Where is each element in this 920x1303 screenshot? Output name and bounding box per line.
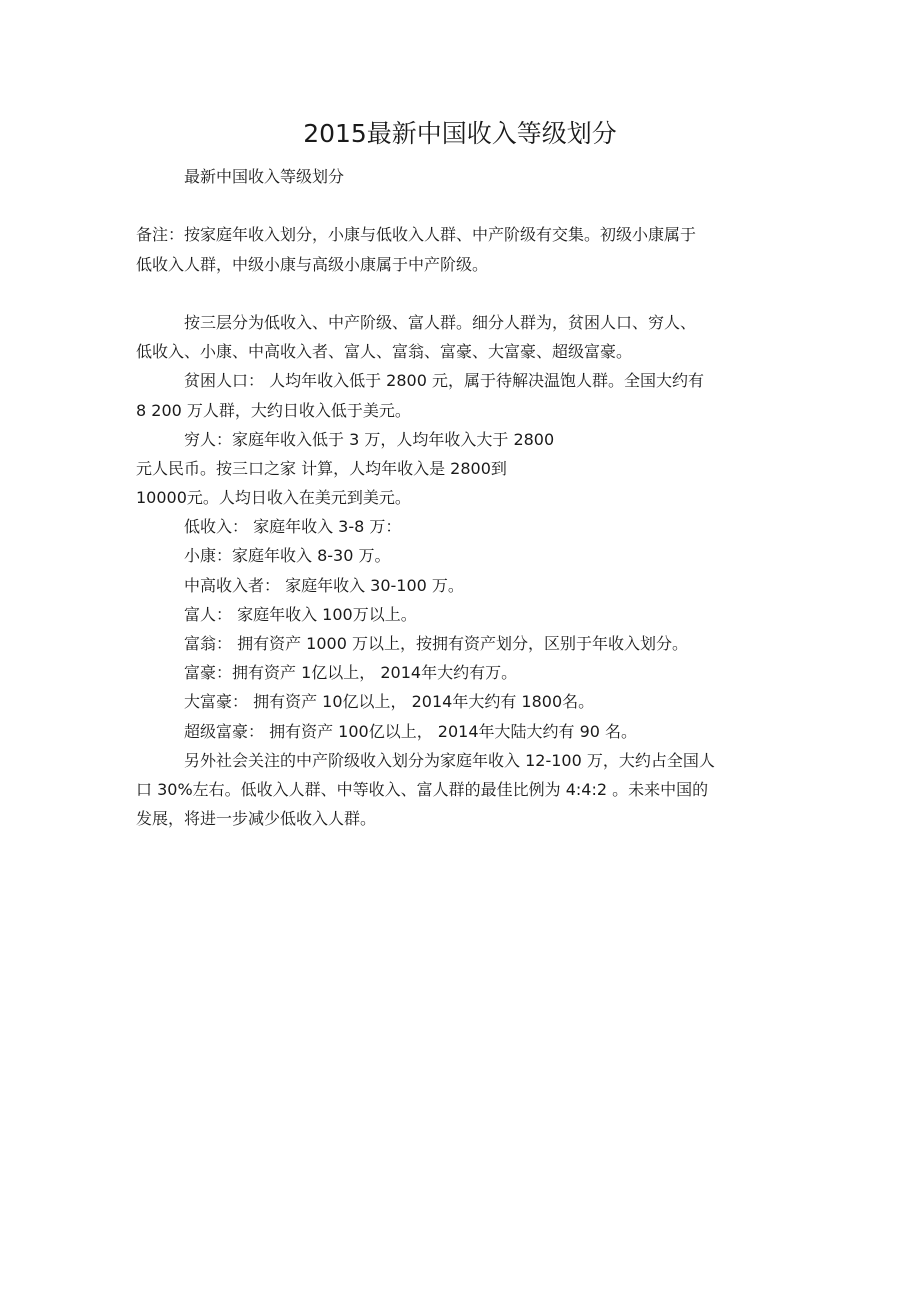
tiers-line-2: 低收入、小康、中高收入者、富人、富翁、富豪、大富豪、超级富豪。 bbox=[136, 342, 633, 362]
note-line-2: 低收入人群，中级小康与高级小康属于中产阶级。 bbox=[136, 254, 489, 274]
low-income-line: 低收入： 家庭年收入 3-8 万： bbox=[184, 517, 402, 537]
big-tycoon-line: 大富豪： 拥有资产 10亿以上， 2014年大约有 1800名。 bbox=[184, 692, 595, 712]
spacer bbox=[136, 191, 786, 220]
rich-line: 富人： 家庭年收入 100万以上。 bbox=[184, 604, 417, 624]
wealthy-line: 富翁： 拥有资产 1000 万以上，按拥有资产划分，区别于年收入划分。 bbox=[184, 634, 688, 653]
subtitle: 最新中国收入等级划分 bbox=[184, 167, 345, 186]
tiers-line-1: 按三层分为低收入、中产阶级、富人群。细分人群为，贫困人口、穷人、 bbox=[184, 312, 697, 332]
middle-class-line-1: 另外社会关注的中产阶级收入划分为家庭年收入 12-100 万，大约占全国人 bbox=[184, 750, 715, 770]
tycoon-line: 富豪：拥有资产 1亿以上， 2014年大约有万。 bbox=[184, 663, 518, 683]
xiaokang-line: 小康：家庭年收入 8-30 万。 bbox=[184, 546, 391, 566]
document-body bbox=[136, 162, 786, 833]
note-line-1: 备注：按家庭年收入划分，小康与低收入人群、中产阶级有交集。初级小康属于 bbox=[136, 225, 697, 245]
super-tycoon-line: 超级富豪： 拥有资产 100亿以上， 2014年大陆大约有 90 名。 bbox=[184, 721, 638, 741]
poverty-line-2: 8 200 万人群，大约日收入低于美元。 bbox=[136, 400, 411, 420]
document-title: 2015最新中国收入等级划分 bbox=[303, 119, 617, 148]
poor-line-1: 穷人：家庭年收入低于 3 万，人均年收入大于 2800 bbox=[184, 429, 555, 449]
poor-line-3: 10000元。人均日收入在美元到美元。 bbox=[136, 488, 411, 508]
poor-line-2: 元人民币。按三口之家 计算，人均年收入是 2800到 bbox=[136, 458, 507, 478]
poverty-line-1: 贫困人口： 人均年收入低于 2800 元，属于待解决温饱人群。全国大约有 bbox=[184, 371, 704, 391]
middle-class-line-3: 发展，将进一步减少低收入人群。 bbox=[136, 809, 377, 829]
spacer bbox=[136, 279, 786, 308]
upper-middle-line: 中高收入者： 家庭年收入 30-100 万。 bbox=[184, 575, 464, 595]
middle-class-line-2: 口 30%左右。低收入人群、中等收入、富人群的最佳比例为 4:4:2 。未来中国的 bbox=[136, 779, 709, 799]
